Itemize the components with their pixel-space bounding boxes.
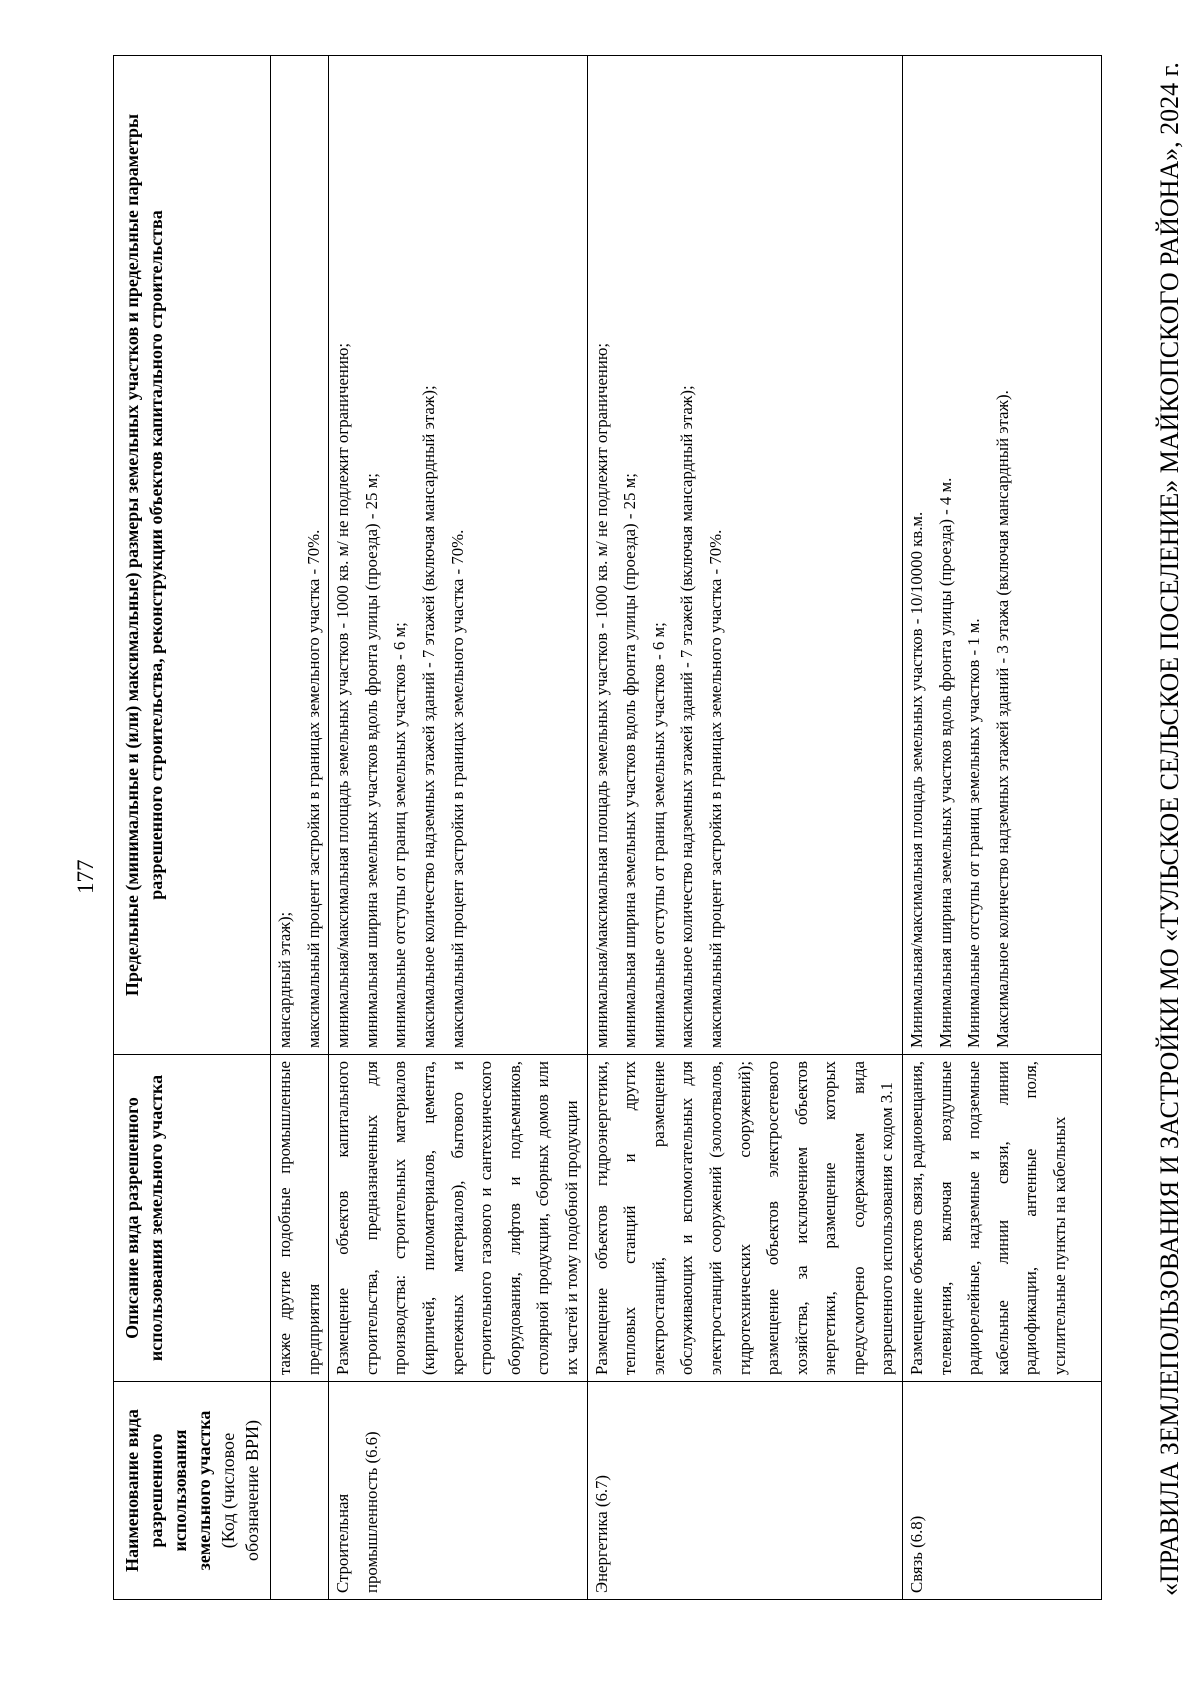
table-header-row bbox=[114, 56, 271, 1600]
param-line: максимальное количество надземных этажей зданий - 7 этажей (включая мансардный этаж); bbox=[418, 385, 438, 1048]
param-line: максимальный процент застройки в границах земельного участка - 70%. bbox=[705, 529, 725, 1048]
page-number: 177 bbox=[73, 859, 98, 894]
land-use-table bbox=[113, 55, 1102, 1600]
header-params: Предельные (минимальные и (или) максимальные) размеры земельных участков и предельные параметры разрешенного строительства, реконструкции объектов капитального строительства bbox=[114, 56, 271, 1055]
param-line: минимальные отступы от границ земельных участков - 6 м; bbox=[648, 622, 668, 1048]
param-line: максимальный процент застройки в границах земельного участка - 70%. bbox=[447, 529, 467, 1048]
table-row bbox=[587, 56, 903, 1600]
param-line: мансардный этаж); bbox=[275, 911, 294, 1048]
cell-params bbox=[271, 56, 329, 1055]
document-footer: «ПРАВИЛА ЗЕМЛЕПОЛЬЗОВАНИЯ И ЗАСТРОЙКИ МО «ТУЛЬСКОЕ СЕЛЬСКОЕ ПОСЕЛЕНИЕ» МАЙКОПСКОГО РАЙОНА», 2024 г. bbox=[1155, 62, 1184, 1596]
param-line: минимальные отступы от границ земельных участков - 6 м; bbox=[390, 622, 410, 1048]
param-line: минимальная/максимальная площадь земельных участков - 1000 кв. м/ не подлежит ограничению; bbox=[591, 342, 611, 1048]
header-name-bold: Наименование вида разрешенного использования земельного участка bbox=[122, 1409, 214, 1572]
param-line: Минимальная/максимальная площадь земельных участков - 10/10000 кв.м. bbox=[907, 511, 927, 1048]
header-name-code: (Код (числовое обозначение ВРИ) bbox=[218, 1420, 262, 1561]
param-line: максимальный процент застройки в границах земельного участка - 70%. bbox=[303, 529, 323, 1048]
param-line: минимальная ширина земельных участков вдоль фронта улицы (проезда) - 25 м; bbox=[620, 473, 640, 1048]
cell-description: также другие подобные промышленные предприятия bbox=[271, 1055, 329, 1382]
cell-name bbox=[271, 1382, 329, 1600]
cell-params bbox=[587, 56, 903, 1055]
cell-description: Размещение объектов гидроэнергетики, тепловых станций и других электростанций, размещение обслуживающих и вспомогательных для электростанций сооружений (золоотвалов, гидротехнических сооружений); размещение объектов электросетевого хозяйства, за исключением объектов энергетики, размещение которых предусмотрено содержанием вида разрешенного использования с кодом 3.1 bbox=[587, 1055, 903, 1382]
param-line: минимальная/максимальная площадь земельных участков - 1000 кв. м/ не подлежит ограничению; bbox=[333, 342, 353, 1048]
header-description: Описание вида разрешенного использования земельного участка bbox=[114, 1055, 271, 1382]
table-row bbox=[329, 56, 587, 1600]
cell-description: Размещение объектов капитального строительства, предназначенных для производства: строительных материалов (кирпичей, пиломатериалов, цемента, крепежных материалов), бытового и строительного газового и сантехнического оборудования, лифтов и подъемников, столярной продукции, сборных домов или их частей и тому подобной продукции bbox=[329, 1055, 587, 1382]
cell-name: Энергетика (6.7) bbox=[587, 1382, 903, 1600]
cell-name: Связь (6.8) bbox=[903, 1382, 1102, 1600]
cell-params bbox=[903, 56, 1102, 1055]
table-row bbox=[271, 56, 329, 1600]
cell-name: Строительная промышленность (6.6) bbox=[329, 1382, 587, 1600]
header-name bbox=[114, 1382, 271, 1600]
param-line: минимальная ширина земельных участков вдоль фронта улицы (проезда) - 25 м; bbox=[361, 473, 381, 1048]
param-line: Максимальное количество надземных этажей зданий - 3 этажа (включая мансардный этаж). bbox=[992, 390, 1012, 1048]
param-line: Минимальная ширина земельных участков вдоль фронта улицы (проезда) - 4 м. bbox=[935, 477, 955, 1048]
table-row bbox=[903, 56, 1102, 1600]
param-line: максимальное количество надземных этажей зданий - 7 этажей (включая мансардный этаж); bbox=[677, 385, 697, 1048]
cell-params bbox=[329, 56, 587, 1055]
cell-description: Размещение объектов связи, радиовещания, телевидения, включая воздушные радиорелейные, надземные и подземные кабельные линии связи, линии радиофикации, антенные поля, усилительные пункты на кабельных bbox=[903, 1055, 1102, 1382]
param-line: Минимальные отступы от границ земельных участков - 1 м. bbox=[964, 618, 984, 1048]
